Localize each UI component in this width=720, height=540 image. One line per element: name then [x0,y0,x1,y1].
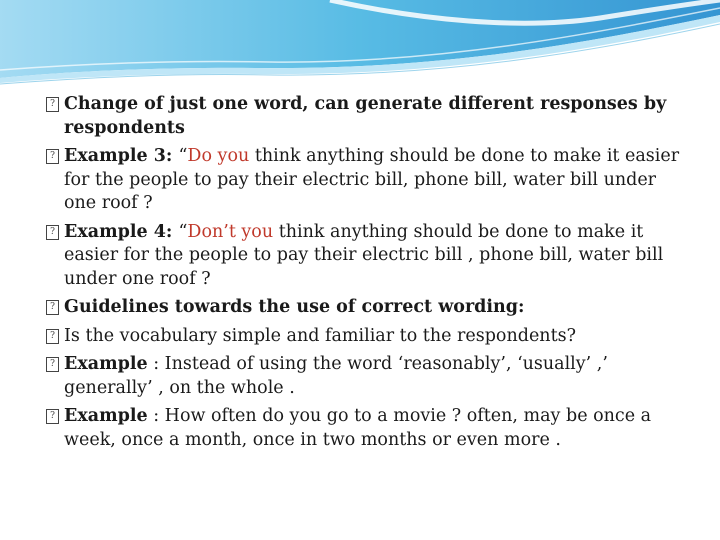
quote-mark: “ [178,146,188,166]
bullet-item [46,353,686,400]
bullet-label: Example 3: [64,146,179,166]
bullet-item [46,221,686,292]
bullet-box-icon: ? [46,97,59,112]
bullet-item [46,93,686,140]
bullet-item [46,405,686,452]
bullet-box-icon: ? [46,225,59,240]
bullet-box-icon: ? [46,329,59,344]
bullet-box-icon: ? [46,357,59,372]
highlighted-phrase: Do you [187,146,250,166]
bullet-label: Example [64,406,148,426]
bullet-label: Example 4: [64,221,179,242]
bullet-box-icon: ? [46,149,59,164]
header-wave-decoration [0,0,720,90]
bullet-text: think anything should be done to make it easier for the people to pay their electric bill , phone bill, water bill under one roof ? [64,221,664,289]
bullet-item [46,145,686,216]
bullet-text: Guidelines towards the use of correct wording: [64,297,525,317]
slide-content [46,93,686,457]
bullet-item [46,296,686,320]
highlighted-phrase: Don’t you [187,221,274,242]
bullet-box-icon: ? [46,409,59,424]
quote-mark: “ [178,221,188,242]
bullet-box-icon: ? [46,300,59,315]
bullet-text: : Instead of using the word ‘reasonably’, ‘usually’ ,’ generally’ , on the whole . [64,354,608,398]
bullet-text: Change of just one word, can generate different responses by respondents [64,94,667,138]
bullet-text: think anything should be done to make it easier for the people to pay their electric bill, phone bill, water bill under one roof ? [64,146,680,213]
bullet-label: Example [64,354,148,374]
bullet-text: : How often do you go to a movie ? often, may be once a week, once a month, once in two months or even more . [64,406,652,450]
bullet-text: Is the vocabulary simple and familiar to the respondents? [64,325,576,346]
bullet-item [46,325,686,349]
